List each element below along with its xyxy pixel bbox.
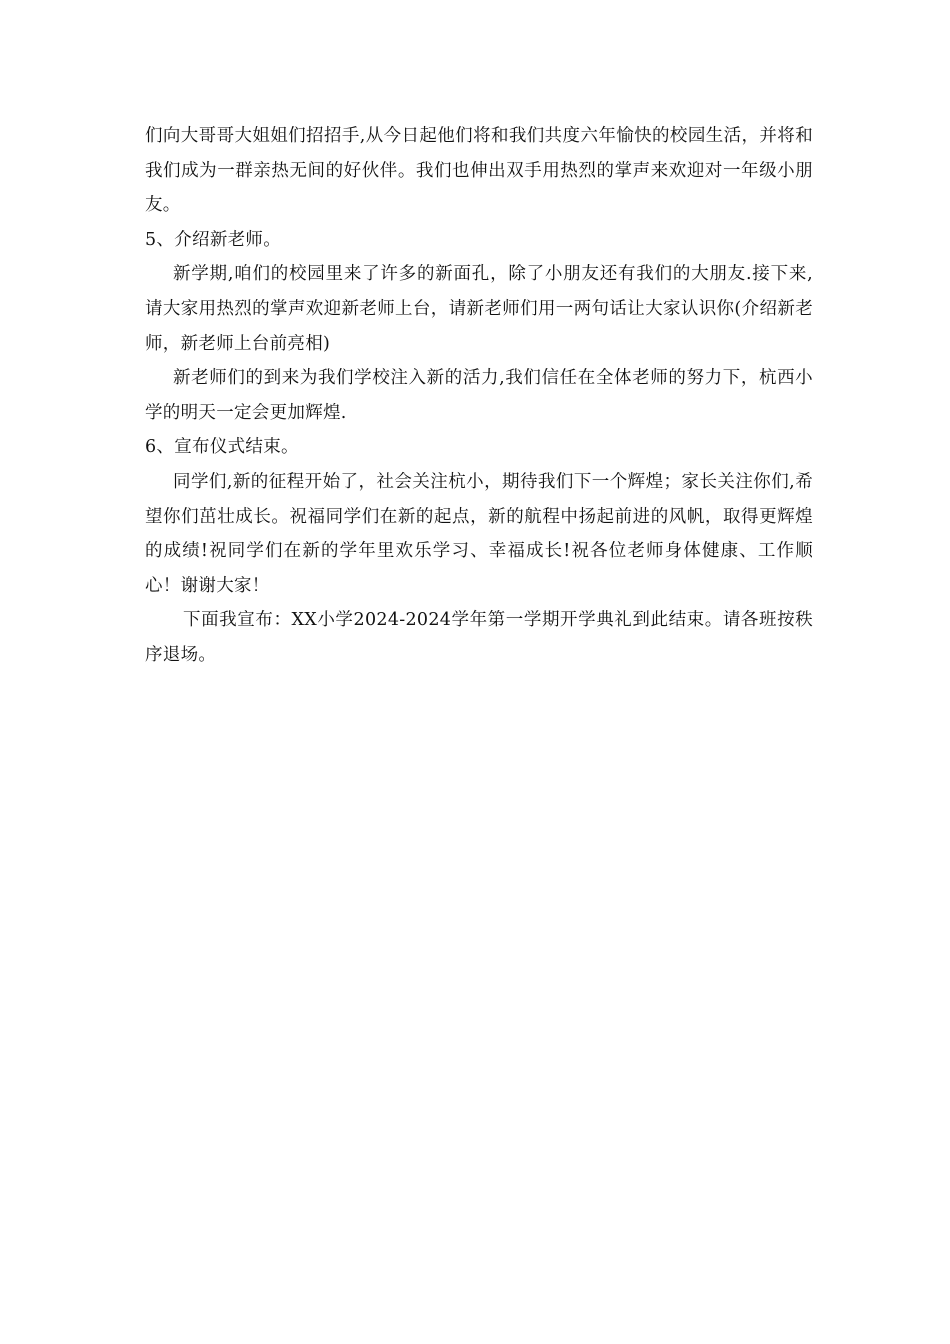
paragraph-new-teachers: 新学期,咱们的校园里来了许多的新面孔，除了小朋友还有我们的大朋友.接下来,请大家用热烈的掌声欢迎新老师上台，请新老师们用一两句话让大家认识你(介绍新老师，新老师上台前亮相) [145,264,813,354]
section-heading-introduce-teachers: 5、介绍新老师。 [145,229,282,250]
section-heading-closing: 6、宣布仪式结束。 [145,437,299,458]
paragraph-announcement: 下面我宣布：XX小学2024-2024学年第一学期开学典礼到此结束。请各班按秩序退场。 [145,610,813,665]
paragraph-closing-wishes: 同学们,新的征程开始了，社会关注杭小，期待我们下一个辉煌；家长关注你们,希望你们茁壮成长。祝福同学们在新的起点，新的航程中扬起前进的风帆，取得更辉煌的成绩!祝同学们在新的学年里欢乐学习、幸福成长!祝各位老师身体健康、工作顺心！谢谢大家！ [145,471,813,596]
paragraph-new-vitality: 新老师们的到来为我们学校注入新的活力,我们信任在全体老师的努力下，杭西小学的明天一定会更加辉煌. [145,368,813,423]
document-body [145,119,813,673]
paragraph-welcome-continued: 们向大哥哥大姐姐们招招手,从今日起他们将和我们共度六年愉快的校园生活，并将和我们成为一群亲热无间的好伙伴。我们也伸出双手用热烈的掌声来欢迎对一年级小朋友。 [145,126,813,216]
